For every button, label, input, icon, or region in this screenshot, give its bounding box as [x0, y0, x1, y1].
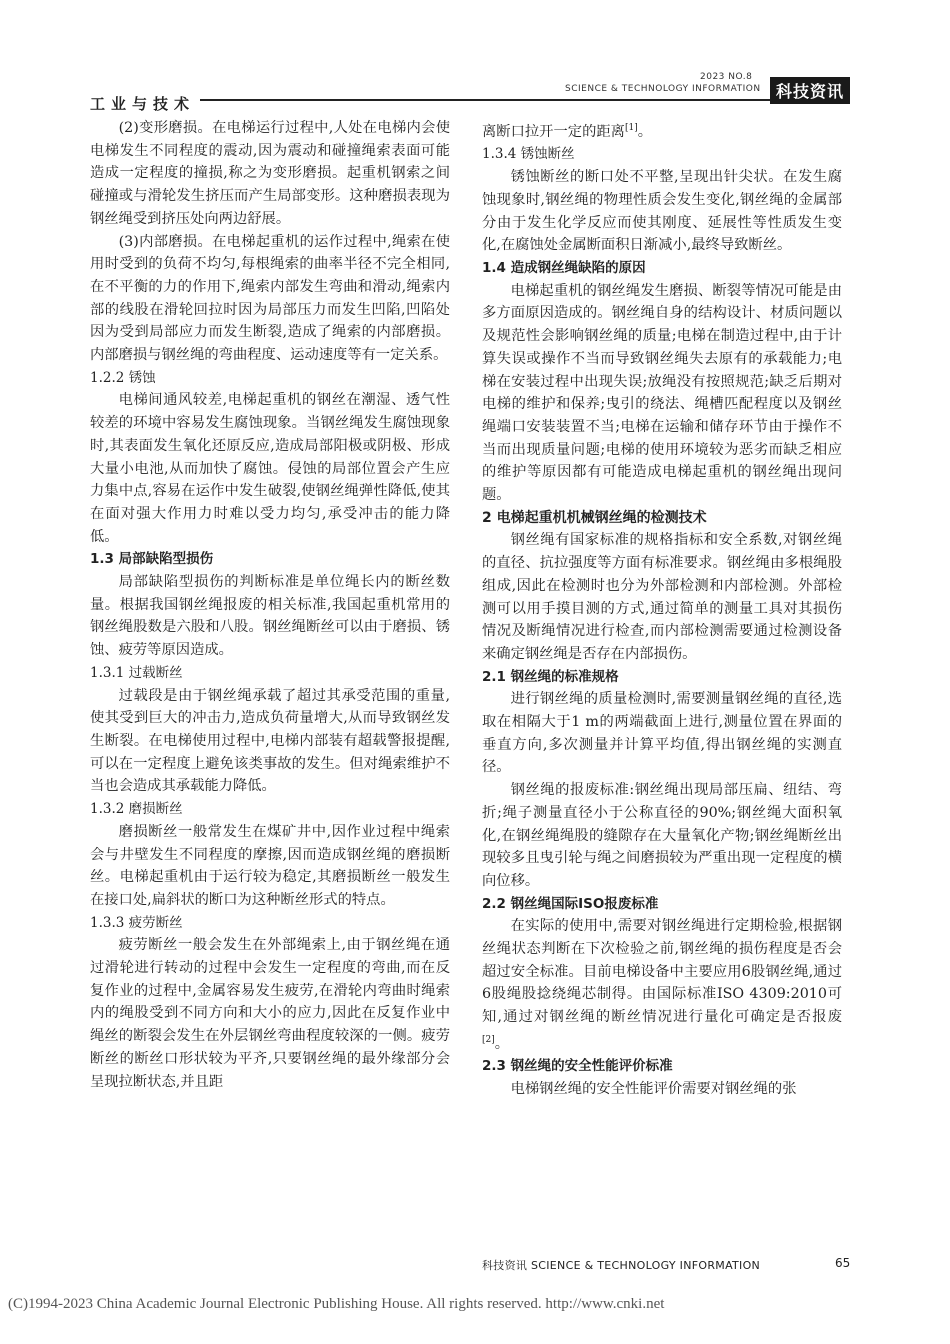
section-heading: 2.1 钢丝绳的标准规格 [482, 668, 619, 685]
left-column [90, 117, 450, 1093]
section-heading: 2 电梯起重机机械钢丝绳的检测技术 [482, 509, 707, 526]
paragraph: 电梯起重机的钢丝绳发生磨损、断裂等情况可能是由多方面原因造成的。钢丝绳自身的结构设计、材质问题以及规范性会影响钢丝绳的质量;电梯在制造过程中,由于计算失误或操作不当而导致钢丝绳失去原有的承载能力;电梯在安装过程中出现失误;放绳没有按照规范;缺乏后期对电梯的维护和保养;曳引的绕法、绳槽匹配程度以及钢丝绳端口安装装置不当;电梯在运输和储存环节由于操作不当而出现质量问题;电梯的使用环境较为恶劣而缺乏相应的维护等原因都有可能造成电梯起重机的钢丝绳出现问题。 [482, 282, 842, 504]
copyright-line: (C)1994-2023 China Academic Journal Electronic Publishing House. All rights reserved. http://www.cnki.net [8, 1296, 665, 1312]
citation-ref: [1] [624, 123, 638, 133]
citation-ref: [2] [482, 1034, 495, 1045]
paragraph [482, 915, 842, 1055]
section-heading: 1.3.2 磨损断丝 [90, 801, 183, 818]
section-heading: 2.3 钢丝绳的安全性能评价标准 [482, 1058, 673, 1075]
paragraph-text: 离断口拉开一定的距离 [482, 123, 625, 140]
section-heading: 1.4 造成钢丝绳缺陷的原因 [482, 259, 646, 276]
paragraph-text: 在实际的使用中,需要对钢丝绳进行定期检验,根据钢丝绳状态判断在下次检验之前,钢丝绳的损伤程度是否会超过安全标准。目前电梯设备中主要应用6股钢丝绳,通过6股绳股捻绕绳芯制得。由国际标准ISO 4309:2010可知,通过对钢丝绳的断丝情况进行量化可确定是否报废 [482, 918, 842, 1026]
paragraph-tail: 。 [494, 1035, 510, 1052]
paragraph: 电梯钢丝绳的安全性能评价需要对钢丝绳的张 [510, 1081, 797, 1098]
section-heading: 1.3.3 疲劳断丝 [90, 914, 183, 931]
footer-journal: 科技资讯 SCIENCE & TECHNOLOGY INFORMATION [482, 1259, 761, 1272]
paragraph: 过载段是由于钢丝绳承载了超过其承受范围的重量,使其受到巨大的冲击力,造成负荷量增大,从而导致钢丝发生断裂。在电梯使用过程中,电梯内部装有超载警报提醒,可以在一定程度上避免该类事故的发生。但对绳索维护不当也会造成其承载能力降低。 [90, 687, 450, 795]
section-heading: 1.3.1 过载断丝 [90, 664, 183, 681]
section-heading: 1.3 局部缺陷型损伤 [90, 551, 214, 568]
issue-number: 2023 NO.8 [700, 72, 753, 82]
right-column [482, 117, 842, 1101]
paragraph: 磨损断丝一般常发生在煤矿井中,因作业过程中绳索会与井壁发生不同程度的摩擦,因而造成钢丝绳的磨损断丝。电梯起重机由于运行较为稳定,其磨损断丝一般发生在接口处,扁斜状的断口为这种断丝形式的特点。 [90, 823, 450, 908]
paragraph [482, 117, 842, 143]
paragraph: 锈蚀断丝的断口处不平整,呈现出针尖状。在发生腐蚀现象时,钢丝绳的物理性质会发生变化,钢丝绳的金属部分由于发生化学反应而使其刚度、延展性等性质发生变化,在腐蚀处金属断面积日渐减小,最终导致断丝。 [482, 169, 842, 254]
journal-logo: 科技资讯 [770, 77, 850, 104]
journal-english-name: SCIENCE & TECHNOLOGY INFORMATION [565, 84, 761, 94]
paragraph: 钢丝绳的报废标准:钢丝绳出现局部压扁、纽结、弯折;绳子测量直径小于公称直径的90%;钢丝绳大面积氧化,在钢丝绳绳股的缝隙存在大量氧化产物;钢丝绳断丝出现较多且曳引轮与绳之间磨损较为严重出现一定程度的横向位移。 [482, 782, 842, 889]
page-number: 65 [835, 1256, 851, 1270]
header-rule [200, 99, 770, 101]
section-heading: 1.2.2 锈蚀 [90, 369, 156, 386]
paragraph: 局部缺陷型损伤的判断标准是单位绳长内的断丝数量。根据我国钢丝绳报废的相关标准,我国起重机常用的钢丝绳股数是六股和八股。钢丝绳断丝可以由于磨损、锈蚀、疲劳等原因造成。 [90, 574, 450, 659]
section-heading: 2.2 钢丝绳国际ISO报废标准 [482, 895, 659, 912]
section-heading: 1.3.4 锈蚀断丝 [482, 146, 575, 163]
paragraph: (2)变形磨损。在电梯运行过程中,人处在电梯内会使电梯发生不同程度的震动,因为震动和碰撞绳索表面可能造成一定程度的撞损,称之为变形磨损。起重机钢索之间碰撞或与滑轮发生挤压而产生局部变形。这种磨损表现为钢丝绳受到挤压处向两边舒展。 [90, 120, 450, 227]
paragraph: 钢丝绳有国家标准的规格指标和安全系数,对钢丝绳的直径、抗拉强度等方面有标准要求。钢丝绳由多根绳股组成,因此在检测时也分为外部检测和内部检测。外部检测可以用手摸目测的方式,通过简单的测量工具对其损伤情况及断绳情况进行检查,而内部检测需要通过检测设备来确定钢丝绳是否存在内部损伤。 [482, 532, 842, 662]
paragraph-tail: 。 [637, 123, 653, 140]
paragraph: 进行钢丝绳的质量检测时,需要测量钢丝绳的直径,选取在相隔大于1 m的两端截面上进行,测量位置在界面的垂直方向,多次测量并计算平均值,得出钢丝绳的实测直径。 [482, 691, 842, 776]
section-header: 工业与技术 [90, 95, 196, 113]
paragraph: (3)内部磨损。在电梯起重机的运作过程中,绳索在使用时受到的负荷不均匀,每根绳索的曲率半径不完全相同,在不平衡的力的作用下,绳索内部发生弯曲和滑动,绳索内部的线股在滑轮回拉时因为局部压力而发生凹陷,凹陷处因为受到局部应力而发生断裂,造成了绳索的内部磨损。内部磨损与钢丝绳的弯曲程度、运动速度等有一定关系。 [90, 233, 450, 364]
paragraph: 电梯间通风较差,电梯起重机的钢丝在潮湿、透气性较差的环境中容易发生腐蚀现象。当钢丝绳发生腐蚀现象时,其表面发生氧化还原反应,造成局部阳极或阴极、形成大量小电池,从而加快了腐蚀。侵蚀的局部位置会产生应力集中点,容易在运作中发生破裂,使钢丝绳弹性降低,使其在面对强大作用力时难以受力均匀,承受冲击的能力降低。 [90, 392, 450, 545]
paragraph: 疲劳断丝一般会发生在外部绳索上,由于钢丝绳在通过滑轮进行转动的过程中会发生一定程度的弯曲,而在反复作业的过程中,金属容易发生疲劳,在滑轮内弯曲时绳索内的绳股受到不同方向和大小的应力,因此在反复作业中绳丝的断裂会发生在外层钢丝弯曲程度较深的一侧。疲劳断丝的断丝口形状较为平齐,只要钢丝绳的最外缘部分会呈现拉断状态,并且距 [90, 937, 450, 1090]
